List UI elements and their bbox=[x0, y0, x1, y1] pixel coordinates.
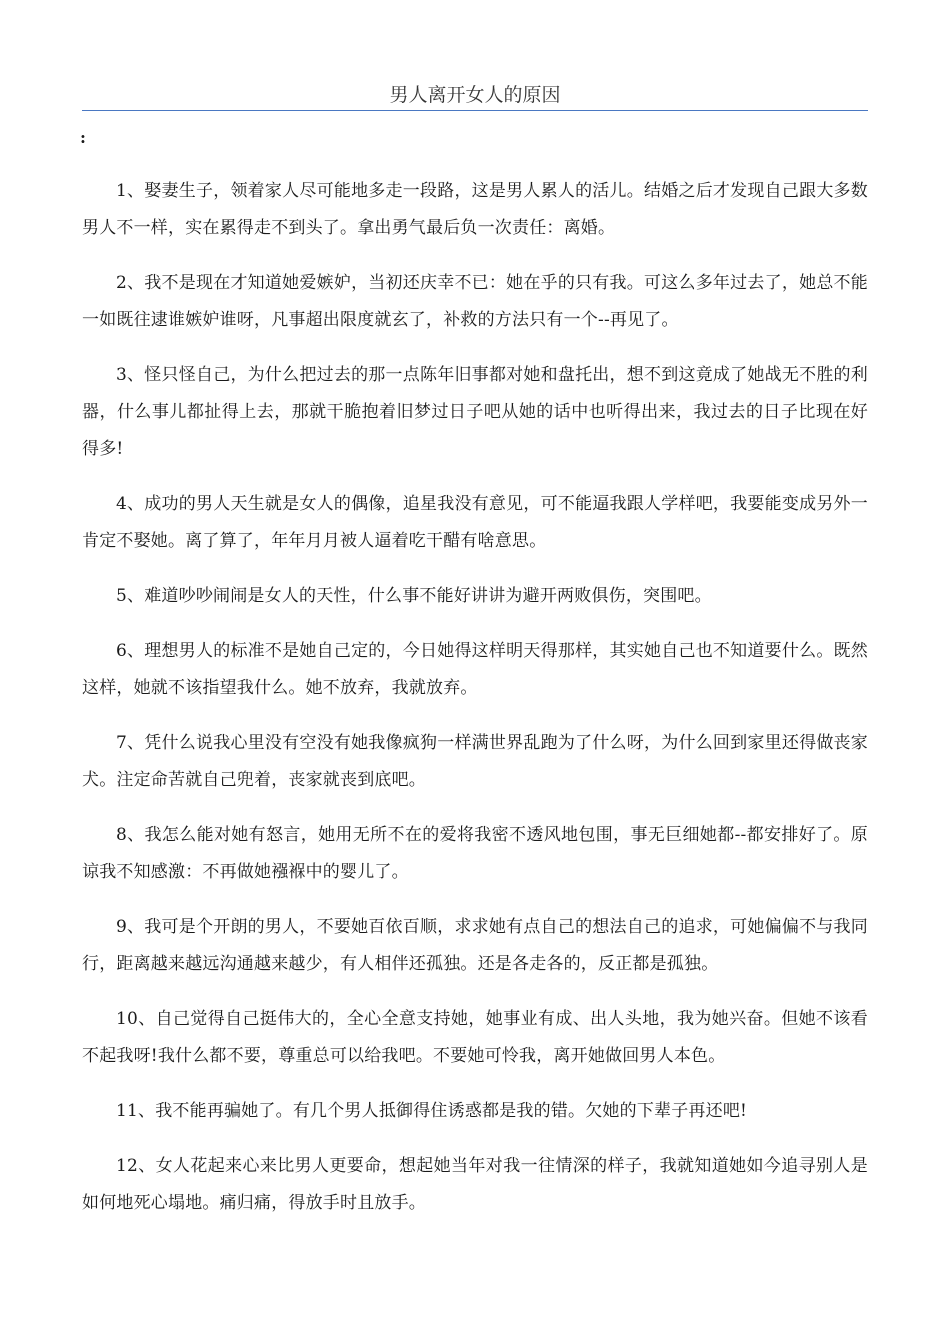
page-title: 男人离开女人的原因 bbox=[389, 84, 561, 106]
paragraph: 10、自己觉得自己挺伟大的，全心全意支持她，她事业有成、出人头地，我为她兴奋。但她不该看不起我呀!我什么都不要，尊重总可以给我吧。不要她可怜我，离开她做回男人本色。 bbox=[82, 1009, 868, 1066]
paragraph: 12、女人花起来心来比男人更要命，想起她当年对我一往情深的样子，我就知道她如今追寻别人是如何地死心塌地。痛归痛，得放手时且放手。 bbox=[82, 1156, 868, 1213]
paragraph: 7、凭什么说我心里没有空没有她我像疯狗一样满世界乱跑为了什么呀，为什么回到家里还得做丧家犬。注定命苦就自己兜着，丧家就丧到底吧。 bbox=[82, 733, 868, 790]
paragraph: 4、成功的男人天生就是女人的偶像，追星我没有意见，可不能逼我跟人学样吧，我要能变成另外一肯定不娶她。离了算了，年年月月被人逼着吃干醋有啥意思。 bbox=[82, 494, 868, 551]
page-header bbox=[82, 78, 868, 111]
paragraph: 1、娶妻生子，领着家人尽可能地多走一段路，这是男人累人的活儿。结婚之后才发现自己跟大多数男人不一样，实在累得走不到头了。拿出勇气最后负一次责任：离婚。 bbox=[82, 181, 868, 238]
lead-mark: : bbox=[80, 128, 86, 147]
paragraph: 8、我怎么能对她有怒言，她用无所不在的爱将我密不透风地包围，事无巨细她都--都安排好了。原谅我不知感激：不再做她襁褓中的婴儿了。 bbox=[82, 825, 868, 882]
paragraph: 5、难道吵吵闹闹是女人的天性，什么事不能好讲讲为避开两败俱伤，突围吧。 bbox=[116, 586, 712, 606]
article-body bbox=[82, 173, 868, 1240]
paragraph: 2、我不是现在才知道她爱嫉妒，当初还庆幸不已：她在乎的只有我。可这么多年过去了，她总不能一如既往逮谁嫉妒谁呀，凡事超出限度就玄了，补救的方法只有一个--再见了。 bbox=[82, 273, 868, 330]
paragraph: 3、怪只怪自己，为什么把过去的那一点陈年旧事都对她和盘托出，想不到这竟成了她战无不胜的利器，什么事儿都扯得上去，那就干脆抱着旧梦过日子吧从她的话中也听得出来，我过去的日子比现在好得多! bbox=[82, 365, 868, 459]
paragraph: 9、我可是个开朗的男人，不要她百依百顺，求求她有点自己的想法自己的追求，可她偏偏不与我同行，距离越来越远沟通越来越少，有人相伴还孤独。还是各走各的，反正都是孤独。 bbox=[82, 917, 868, 974]
paragraph: 6、理想男人的标准不是她自己定的，今日她得这样明天得那样，其实她自己也不知道要什么。既然这样，她就不该指望我什么。她不放弃，我就放弃。 bbox=[82, 641, 868, 698]
paragraph: 11、我不能再骗她了。有几个男人抵御得住诱惑都是我的错。欠她的下辈子再还吧! bbox=[116, 1101, 748, 1121]
